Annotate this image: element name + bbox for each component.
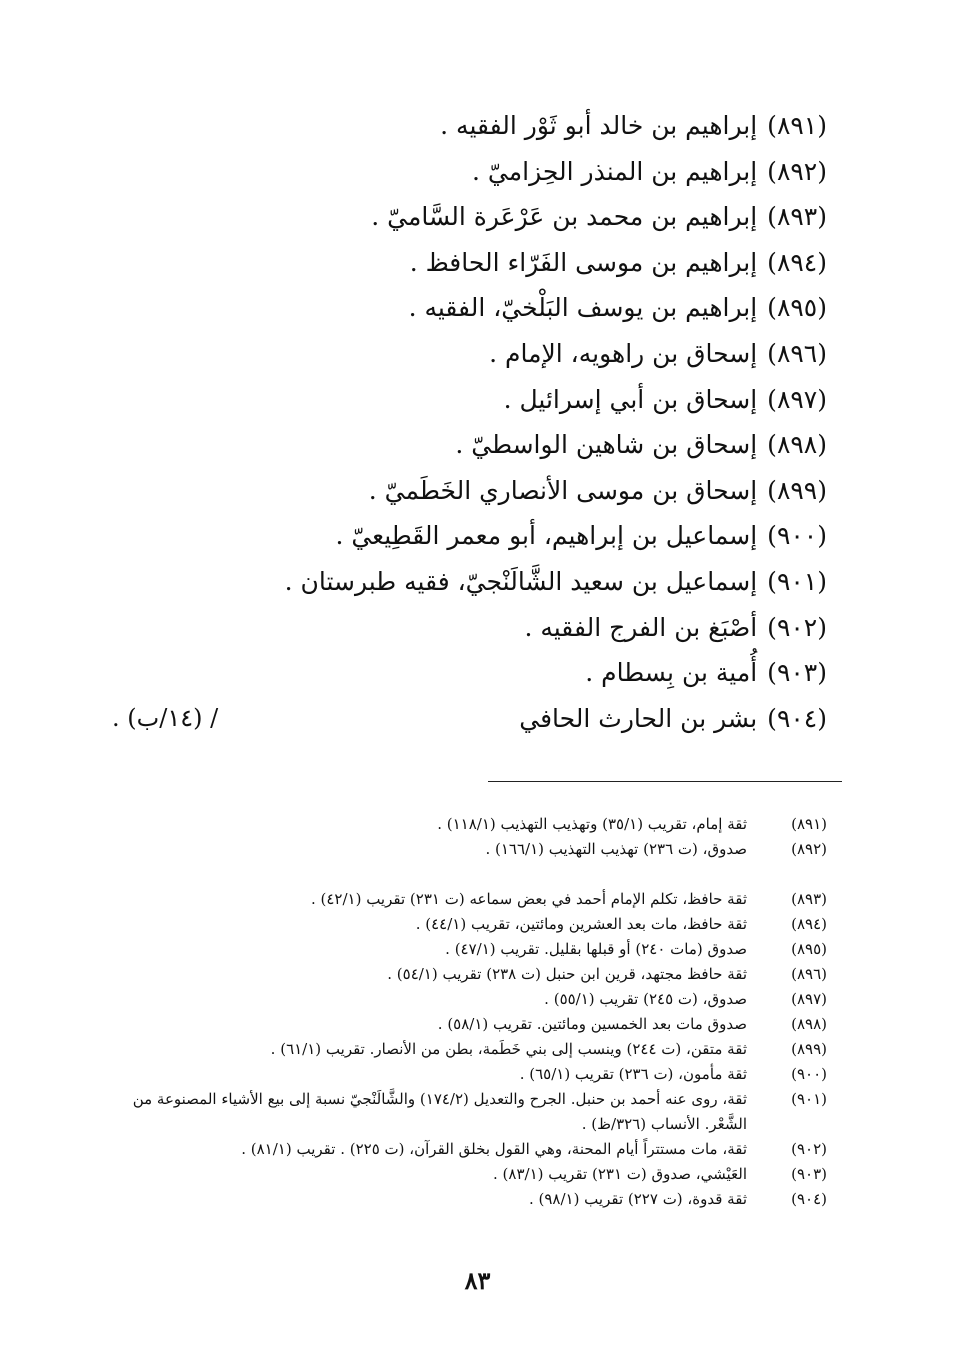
footnote-item [127, 937, 827, 962]
entry-number: (٩٠٢) [767, 612, 827, 642]
footnote-item [127, 837, 827, 862]
entry-item [107, 513, 827, 559]
footnote-number: (٩٠٠) [791, 1065, 827, 1083]
footnote-item [127, 1187, 827, 1212]
entry-number: (٩٠٤) [767, 703, 827, 733]
footnote-number: (٨٩٢) [791, 840, 827, 858]
footnote-text: ثقة مأمون، (ت ٢٣٦) تقريب (٦٥/١) . [519, 1065, 747, 1083]
entry-item [107, 194, 827, 240]
footnote-text: ثقة متقن، (ت ٢٤٤) وينسب إلى بني خَطَمة، بطن من الأنصار. تقريب (٦١/١) . [270, 1040, 747, 1058]
entry-name: إبراهيم بن خالد أبو ثَوْر الفقيه . [440, 111, 758, 140]
entry-item [107, 103, 827, 149]
footnote-text: ثقة، مات مستتراً أيام المحنة، وهي القول بخلق القرآن، (ت ٢٢٥) . تقريب (٨١/١) . [241, 1140, 747, 1158]
entry-name: إسماعيل بن إبراهيم، أبو معمر القَطِيعيّ . [335, 521, 758, 551]
footnote-number: (٩٠١) [791, 1090, 827, 1108]
entry-number: (٨٩٩) [767, 475, 827, 505]
entry-item [107, 240, 827, 286]
entry-name: إبراهيم بن يوسف البَلْخيّ، الفقيه . [408, 293, 758, 323]
entry-item [107, 559, 827, 605]
footnote-text: العَيْشي، صدوق (ت ٢٣١) تقريب (٨٣/١) . [493, 1165, 747, 1183]
entry-number: (٨٩٤) [767, 247, 827, 277]
footnote-item [127, 1012, 827, 1037]
footnote-text: ثقة حافظ، تكلم الإمام أحمد في بعض سماعه (ت ٢٣١) تقريب (٤٢/١) . [310, 890, 747, 908]
entry-name: أُمية بن بِسطام . [585, 658, 758, 688]
entry-name: بشر بن الحارث الحافي [519, 703, 758, 733]
entry-item [107, 468, 827, 514]
entry-item [107, 377, 827, 423]
entry-name: إبراهيم بن محمد بن عَرْعَرة السَّاميّ . [371, 202, 758, 232]
footnote-text: صدوق، (ت ٢٣٦) تهذيب التهذيب (١٦٦/١) . [485, 840, 747, 858]
footnote-item [127, 887, 827, 912]
footnote-text: صدوق (مات ٢٤٠) أو قبلها بقليل. تقريب (٤٧/١) . [445, 940, 747, 958]
entry-item [107, 331, 827, 377]
entry-item [107, 605, 827, 651]
entry-item [107, 422, 827, 468]
footnote-separator [488, 781, 842, 782]
entry-name: إسحاق بن موسى الأنصاري الخَطَميّ . [368, 475, 758, 505]
entries-list [107, 103, 827, 741]
entry-number: (٨٩٥) [767, 293, 827, 323]
entry-number: (٨٩٧) [767, 384, 827, 414]
entry-name: إسحاق بن أبي إسرائيل . [503, 384, 758, 414]
footnote-number: (٨٩٥) [791, 940, 827, 958]
entry-number: (٨٩٢) [767, 156, 827, 186]
footnote-item [127, 962, 827, 987]
footnote-text: ثقة قدوة، (ت ٢٢٧) تقريب (٩٨/١) . [528, 1190, 747, 1208]
footnote-text: ثقة، روى عنه أحمد بن حنبل. الجرح والتعديل (١٧٤/٢) والشَّالَنْجيّ نسبة إلى بيع الأشياء المصنوعة من الشَّعْر. الأنساب (٣٢٦/ظ) . [132, 1090, 747, 1133]
footnote-item [127, 812, 827, 837]
footnote-item [127, 912, 827, 937]
footnote-text: ثقة إمام، تقريب (٣٥/١) وتهذيب التهذيب (١١٨/١) . [437, 815, 747, 833]
footnote-number: (٨٩٦) [791, 965, 827, 983]
entry-name: أصْبَغ بن الفرج الفقيه . [524, 612, 758, 642]
footnote-item [127, 1087, 827, 1137]
entry-item [107, 149, 827, 195]
entry-name: إسحاق بن شاهين الواسطيّ . [455, 430, 758, 460]
entry-number: (٨٩٦) [767, 338, 827, 368]
footnote-number: (٨٩٨) [791, 1015, 827, 1033]
entry-number: (٨٩٨) [767, 430, 827, 460]
footnote-item [127, 1037, 827, 1062]
entry-name: إسماعيل بن سعيد الشَّالَنْجيّ، فقيه طبرستان . [284, 566, 758, 596]
footnote-text: صدوق مات بعد الخمسين ومائتين. تقريب (٥٨/١) . [437, 1015, 747, 1033]
footnote-number: (٩٠٢) [791, 1140, 827, 1158]
entry-item [107, 696, 827, 742]
footnote-number: (٩٠٣) [791, 1165, 827, 1183]
footnote-item [127, 1162, 827, 1187]
footnotes-list [127, 812, 827, 1212]
footnote-text: ثقة حافظ، مات بعد العشرين ومائتين، تقريب (٤٤/١) . [415, 915, 747, 933]
footnote-text: ثقة حافظ مجتهد، قرين ابن حنبل (ت ٢٣٨) تقريب (٥٤/١) . [387, 965, 747, 983]
folio-marker: / (١٤/ب) . [112, 703, 219, 732]
footnote-item [127, 1062, 827, 1087]
entry-item [107, 650, 827, 696]
footnote-number: (٨٩٧) [791, 990, 827, 1008]
footnote-number: (٨٩٩) [791, 1040, 827, 1058]
entry-number: (٩٠٣) [767, 658, 827, 688]
entry-number: (٨٩٣) [767, 202, 827, 232]
footnote-item [127, 987, 827, 1012]
entry-item [107, 285, 827, 331]
footnote-number: (٨٩١) [791, 815, 827, 833]
footnote-item [127, 1137, 827, 1162]
entry-name: إبراهيم بن المنذر الحِزاميّ . [472, 156, 758, 186]
footnote-number: (٨٩٣) [791, 890, 827, 908]
entry-name: إسحاق بن راهويه، الإمام . [489, 338, 758, 368]
page-number: ٨٣ [464, 1266, 491, 1295]
footnote-text: صدوق، (ت ٢٤٥) تقريب (٥٥/١) . [544, 990, 747, 1008]
entry-number: (٩٠١) [767, 566, 827, 596]
footnote-number: (٨٩٤) [791, 915, 827, 933]
entry-number: (٩٠٠) [767, 521, 827, 551]
entry-number: (٨٩١) [767, 111, 827, 140]
entry-name: إبراهيم بن موسى الفَرّاء الحافظ . [409, 247, 758, 277]
footnote-number: (٩٠٤) [791, 1190, 827, 1208]
